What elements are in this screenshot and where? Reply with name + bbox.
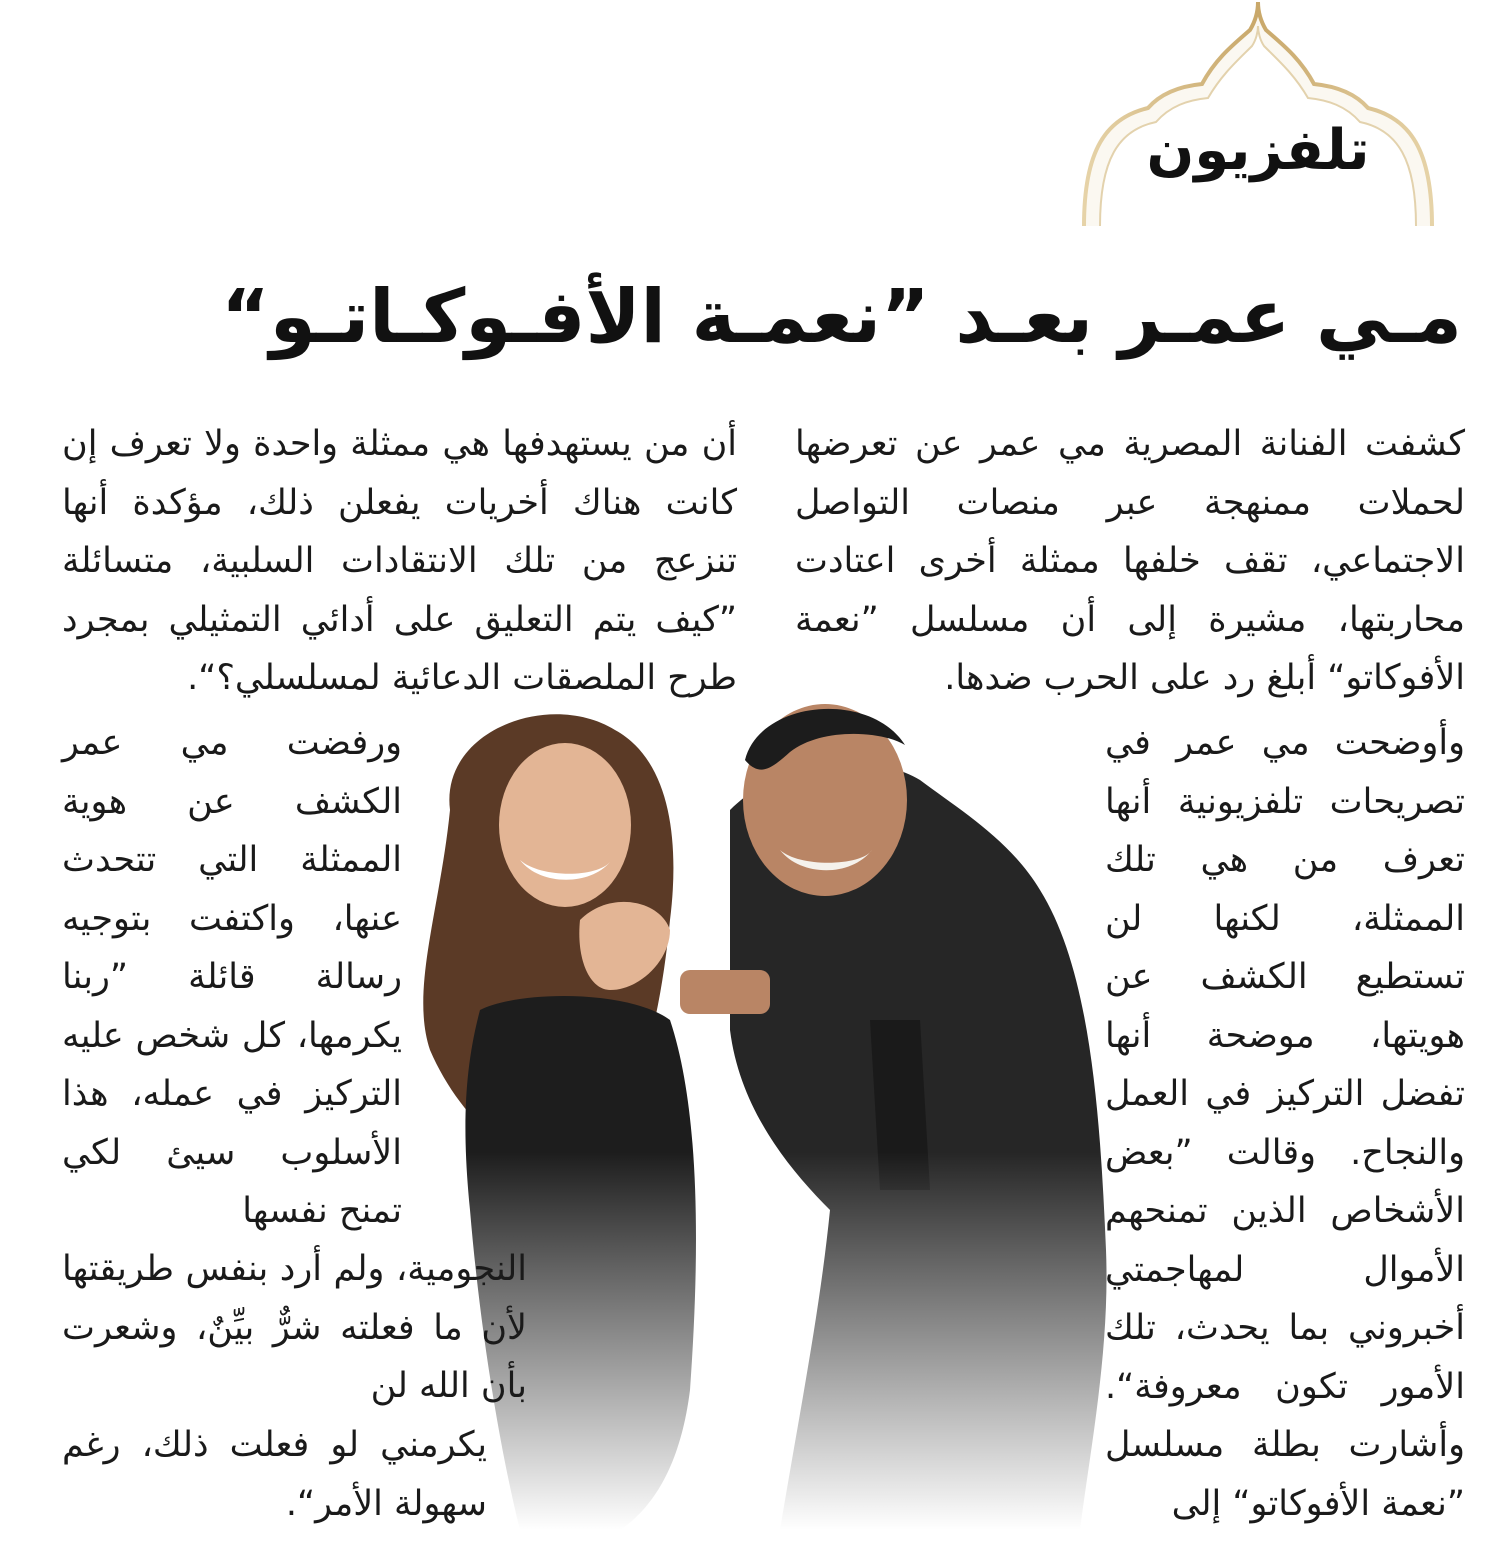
article-paragraph-intro: كشفت الفنانة المصرية مي عمر عن تعرضها لحملات ممنهجة عبر منصات التواصل الاجتماعي، تقف خلفها ممثلة أخرى اعتادت محاربتها، مشيرة إلى أن مسلسل ”نعمة الأفوكاتو“ أبلغ رد على الحرب ضدها. xyxy=(795,424,1465,698)
article-paragraph-target: أن من يستهدفها هي ممثلة واحدة ولا تعرف إن كانت هناك أخريات يفعلن ذلك، مؤكدة أنها تنزعج من تلك الانتقادات السلبية، متسائلة ”كيف يتم التعليق على أدائي التمثيلي بمجرد طرح الملصقات الدعائية لمسلسلي؟“. xyxy=(62,424,737,698)
article-paragraph-refusal: ورفضت مي عمر الكشف عن هوية الممثلة التي تتحدث عنها، واكتفت بتوجيه رسالة قائلة ”ربنا يكرمها، كل شخص عليه التركيز في عمله، هذا الأسلوب سيئ لكي تمنح نفسها xyxy=(62,723,402,1231)
ornament-frame-icon xyxy=(1078,0,1438,228)
article-headline: مـي عمـر بعـد ”نعمـة الأفـوكـاتـو“ xyxy=(221,274,1462,360)
article-paragraph-stardom: النجومية، ولم أرد بنفس طريقتها لأن ما فعلته شرٌّ بيِّنٌ، وشعرت بأن الله لن xyxy=(62,1249,527,1406)
article-paragraph-closing: يكرمني لو فعلت ذلك، رغم سهولة الأمر“. xyxy=(62,1425,487,1524)
article-paragraph-statements: وأوضحت مي عمر في تصريحات تلفزيونية أنها تعرف من هي تلك الممثلة، لكنها لن تستطيع الكشف عن هويتها، موضحة أنها تفضل التركيز في العمل والنجاح. وقالت ”بعض الأشخاص الذين تمنحهم الأموال لمهاجمتي أخبروني بما يحدث، تلك الأمور تكون معروفة“. وأشارت بطلة مسلسل ”نعمة الأفوكاتو“ إلى xyxy=(1105,723,1465,1524)
section-badge xyxy=(1078,0,1438,228)
section-label: تلفزيون xyxy=(1146,118,1370,183)
